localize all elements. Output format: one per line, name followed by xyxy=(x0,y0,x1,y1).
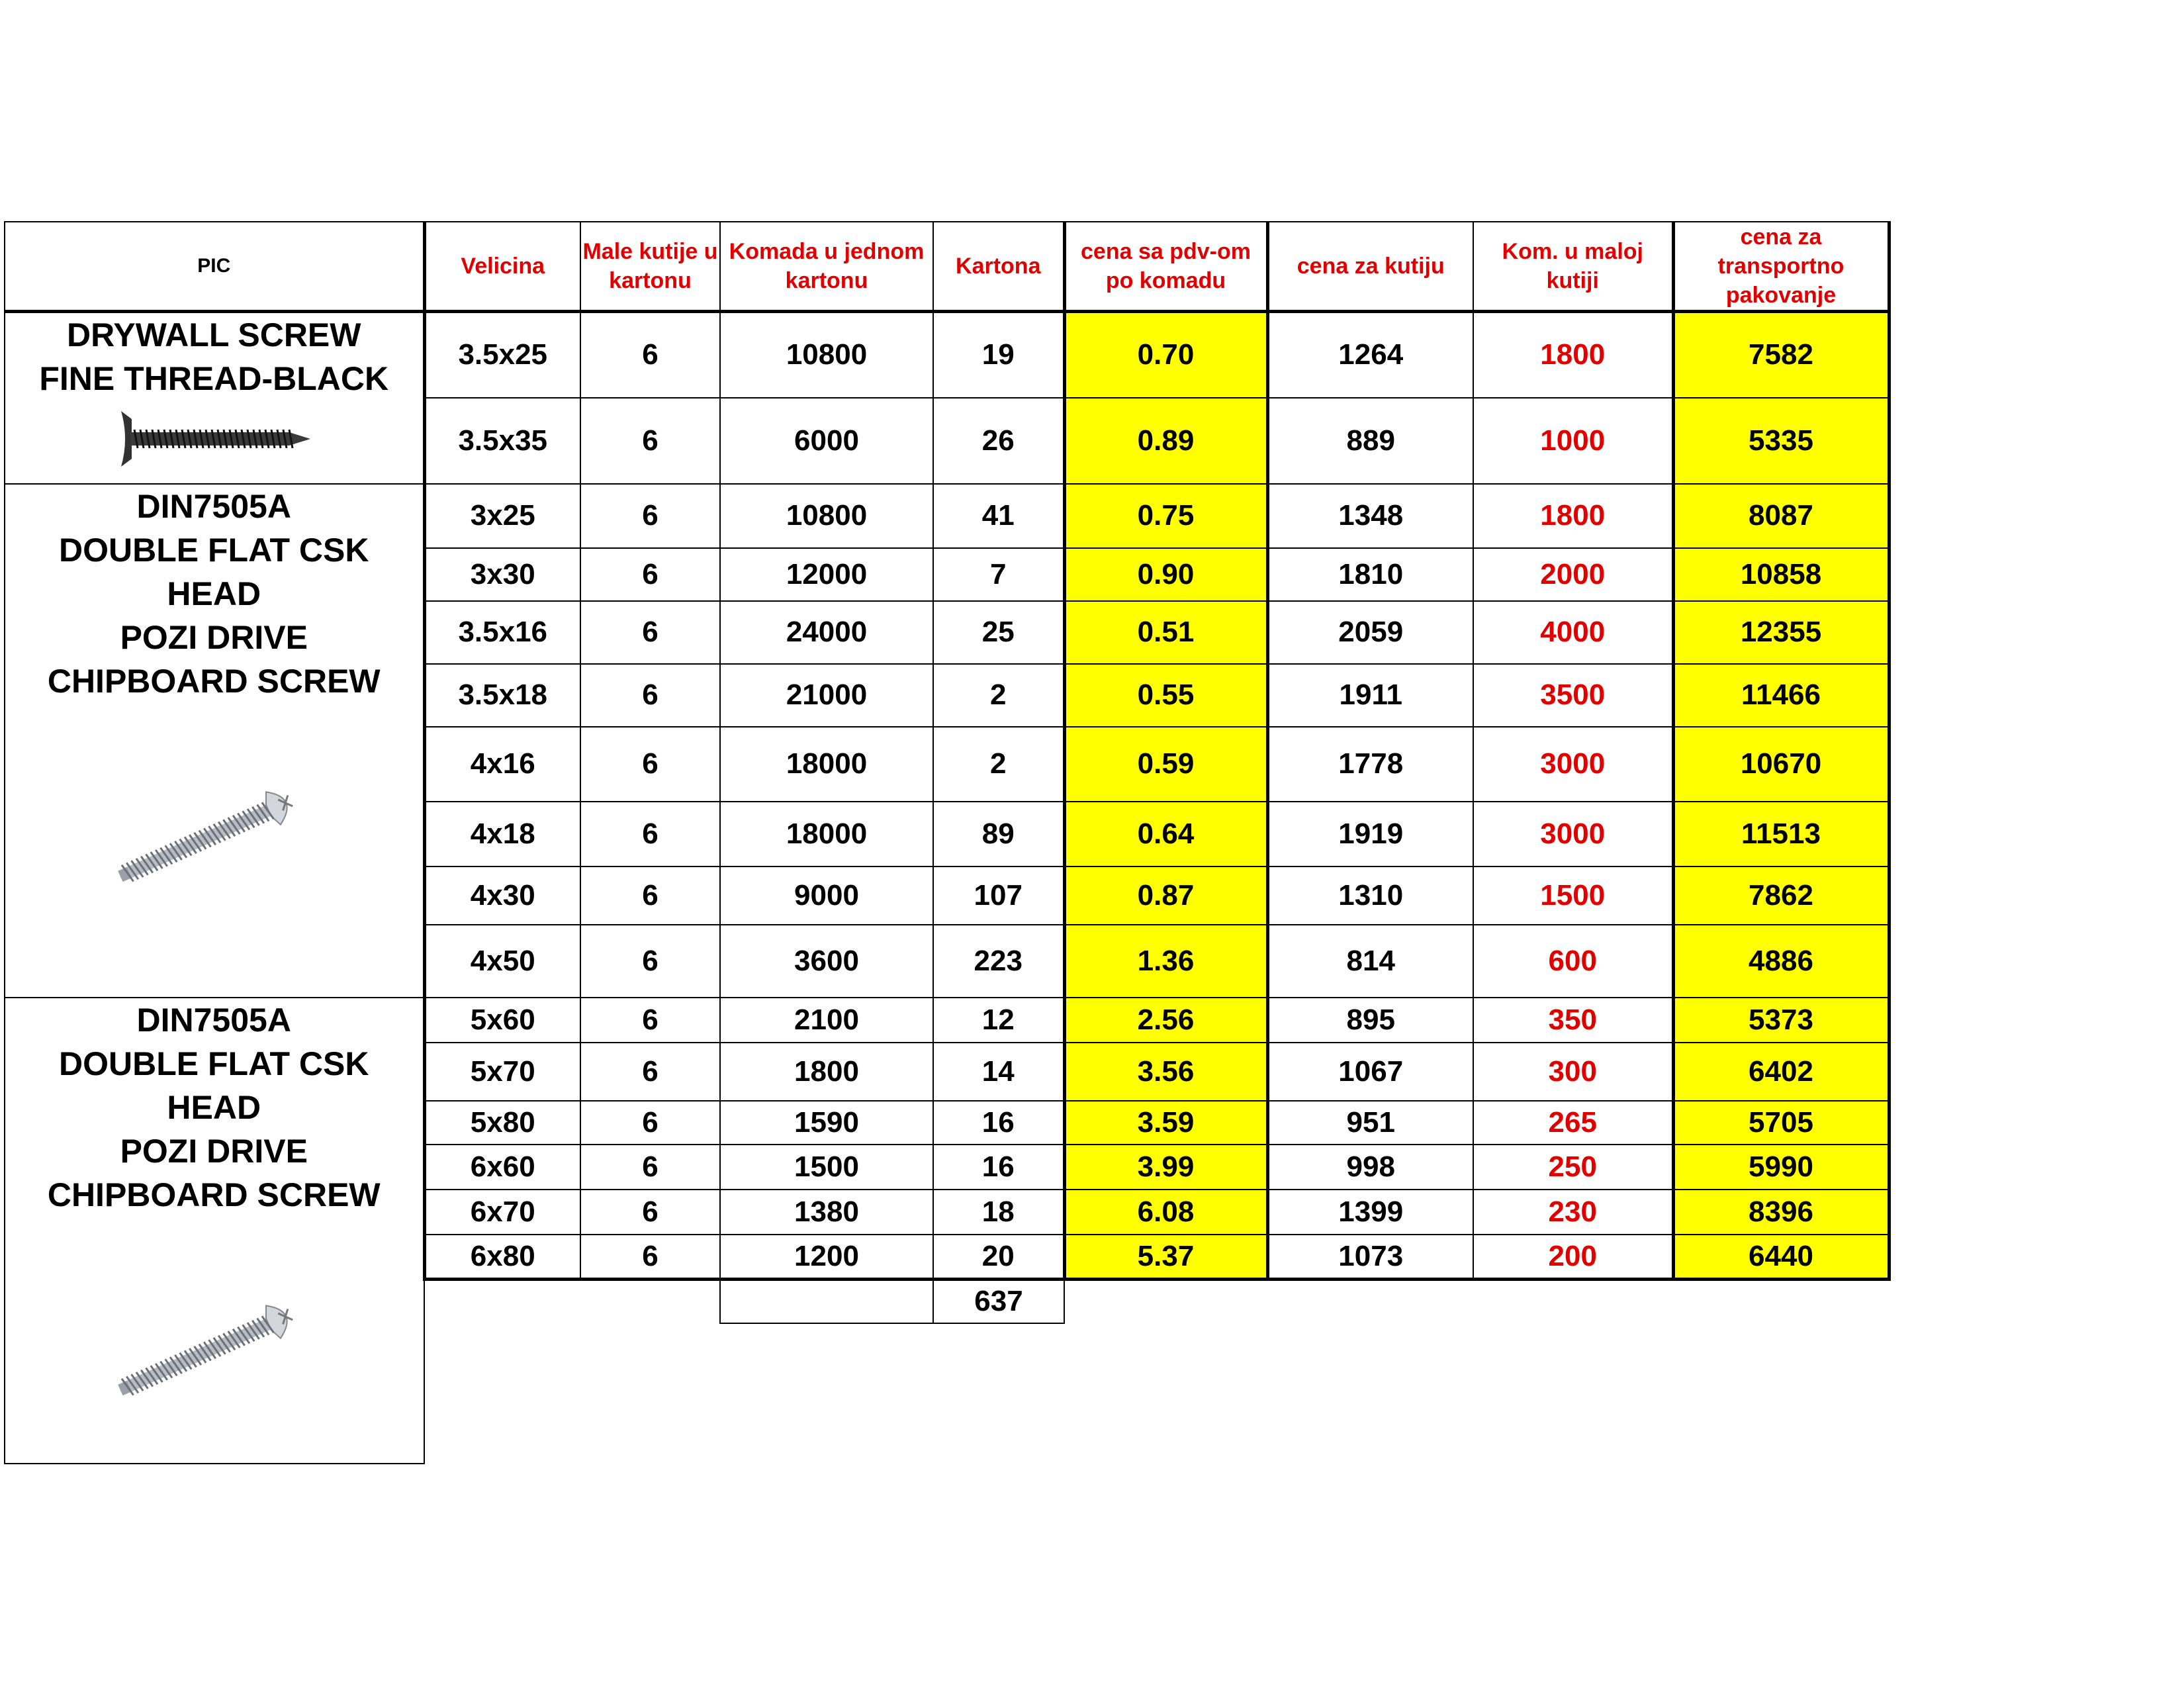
cell-komada: 21000 xyxy=(720,664,933,727)
cell-kartona: 19 xyxy=(933,312,1064,398)
cell-komada: 12000 xyxy=(720,548,933,601)
cell-cena-kutija: 1778 xyxy=(1267,727,1473,802)
empty-cell xyxy=(1267,1280,1473,1323)
cell-komada: 3600 xyxy=(720,925,933,998)
cell-male-kutije: 6 xyxy=(580,312,720,398)
cell-komada: 9000 xyxy=(720,867,933,925)
product-group-cell xyxy=(5,312,424,484)
cell-cena-transport: 4886 xyxy=(1673,925,1889,998)
cell-kartona: 26 xyxy=(933,398,1064,484)
cell-kom-mala: 230 xyxy=(1473,1190,1673,1235)
cell-kartona: 2 xyxy=(933,727,1064,802)
cell-cena-kutija: 1399 xyxy=(1267,1190,1473,1235)
cell-velicina: 3.5x16 xyxy=(424,601,580,664)
table-row xyxy=(5,312,1889,398)
cell-velicina: 3x25 xyxy=(424,484,580,548)
cell-kom-mala: 2000 xyxy=(1473,548,1673,601)
cell-komada: 6000 xyxy=(720,398,933,484)
cell-cena-kutija: 1348 xyxy=(1267,484,1473,548)
cell-kom-mala: 1800 xyxy=(1473,312,1673,398)
cell-velicina: 6x60 xyxy=(424,1145,580,1190)
table-row xyxy=(5,998,1889,1043)
cell-cena-komad: 0.55 xyxy=(1064,664,1267,727)
product-title: DRYWALL SCREW FINE THREAD-BLACK xyxy=(39,316,389,397)
table-row xyxy=(5,484,1889,548)
cell-cena-komad: 0.59 xyxy=(1064,727,1267,802)
cell-cena-komad: 3.59 xyxy=(1064,1101,1267,1145)
cell-velicina: 3.5x35 xyxy=(424,398,580,484)
cell-cena-komad: 5.37 xyxy=(1064,1235,1267,1280)
cell-cena-komad: 0.87 xyxy=(1064,867,1267,925)
header-cena-komad: cena sa pdv-om po komadu xyxy=(1064,222,1267,312)
header-male-kutije: Male kutije u kartonu xyxy=(580,222,720,312)
cell-kom-mala: 1800 xyxy=(1473,484,1673,548)
header-kartona: Kartona xyxy=(933,222,1064,312)
header-cena-transport: cena za transportno pakovanje xyxy=(1673,222,1889,312)
zinc-screw-icon xyxy=(108,1295,320,1401)
cell-kartona: 14 xyxy=(933,1043,1064,1101)
cell-cena-komad: 6.08 xyxy=(1064,1190,1267,1235)
cell-cena-kutija: 998 xyxy=(1267,1145,1473,1190)
cell-male-kutije: 6 xyxy=(580,727,720,802)
cell-cena-kutija: 1919 xyxy=(1267,802,1473,867)
cell-kartona: 89 xyxy=(933,802,1064,867)
cell-kartona: 16 xyxy=(933,1145,1064,1190)
cell-komada: 18000 xyxy=(720,727,933,802)
totals-blank-cell xyxy=(720,1280,933,1323)
cell-male-kutije: 6 xyxy=(580,802,720,867)
header-velicina: Velicina xyxy=(424,222,580,312)
cell-male-kutije: 6 xyxy=(580,601,720,664)
cell-velicina: 5x80 xyxy=(424,1101,580,1145)
cell-male-kutije: 6 xyxy=(580,1235,720,1280)
cell-kom-mala: 3500 xyxy=(1473,664,1673,727)
cell-male-kutije: 6 xyxy=(580,1101,720,1145)
cell-male-kutije: 6 xyxy=(580,1043,720,1101)
cell-velicina: 4x30 xyxy=(424,867,580,925)
cell-cena-kutija: 1310 xyxy=(1267,867,1473,925)
cell-kartona: 25 xyxy=(933,601,1064,664)
cell-cena-kutija: 1810 xyxy=(1267,548,1473,601)
cell-male-kutije: 6 xyxy=(580,664,720,727)
product-title: DIN7505A DOUBLE FLAT CSK HEAD POZI DRIVE CHIPBOARD SCREW xyxy=(47,1001,381,1213)
cell-male-kutije: 6 xyxy=(580,925,720,998)
cell-cena-komad: 0.51 xyxy=(1064,601,1267,664)
cell-kom-mala: 200 xyxy=(1473,1235,1673,1280)
cell-kartona: 223 xyxy=(933,925,1064,998)
cell-cena-komad: 0.90 xyxy=(1064,548,1267,601)
cell-cena-kutija: 814 xyxy=(1267,925,1473,998)
cell-komada: 2100 xyxy=(720,998,933,1043)
cell-komada: 18000 xyxy=(720,802,933,867)
cell-komada: 1200 xyxy=(720,1235,933,1280)
product-image xyxy=(5,781,423,887)
cell-cena-kutija: 951 xyxy=(1267,1101,1473,1145)
cell-komada: 1500 xyxy=(720,1145,933,1190)
cell-velicina: 5x60 xyxy=(424,998,580,1043)
cell-cena-transport: 10858 xyxy=(1673,548,1889,601)
cell-cena-transport: 10670 xyxy=(1673,727,1889,802)
header-cena-kutija: cena za kutiju xyxy=(1267,222,1473,312)
cell-male-kutije: 6 xyxy=(580,867,720,925)
cell-male-kutije: 6 xyxy=(580,398,720,484)
empty-cell xyxy=(1064,1280,1267,1323)
cell-komada: 10800 xyxy=(720,312,933,398)
cell-kom-mala: 600 xyxy=(1473,925,1673,998)
cell-velicina: 5x70 xyxy=(424,1043,580,1101)
empty-cell xyxy=(424,1280,580,1323)
cell-cena-komad: 0.75 xyxy=(1064,484,1267,548)
cell-male-kutije: 6 xyxy=(580,1190,720,1235)
cell-kom-mala: 4000 xyxy=(1473,601,1673,664)
cell-cena-kutija: 1067 xyxy=(1267,1043,1473,1101)
cell-kartona: 107 xyxy=(933,867,1064,925)
cell-cena-transport: 5373 xyxy=(1673,998,1889,1043)
cell-velicina: 4x50 xyxy=(424,925,580,998)
cell-cena-komad: 2.56 xyxy=(1064,998,1267,1043)
cell-cena-transport: 5335 xyxy=(1673,398,1889,484)
cell-komada: 10800 xyxy=(720,484,933,548)
cell-kom-mala: 1500 xyxy=(1473,867,1673,925)
cell-male-kutije: 6 xyxy=(580,548,720,601)
cell-cena-kutija: 889 xyxy=(1267,398,1473,484)
cell-cena-komad: 1.36 xyxy=(1064,925,1267,998)
cell-kom-mala: 1000 xyxy=(1473,398,1673,484)
empty-cell xyxy=(1673,1280,1889,1323)
cell-velicina: 3x30 xyxy=(424,548,580,601)
cell-cena-kutija: 2059 xyxy=(1267,601,1473,664)
cell-male-kutije: 6 xyxy=(580,1145,720,1190)
cell-cena-transport: 11466 xyxy=(1673,664,1889,727)
cell-komada: 1380 xyxy=(720,1190,933,1235)
cell-male-kutije: 6 xyxy=(580,484,720,548)
cell-velicina: 6x70 xyxy=(424,1190,580,1235)
cell-komada: 1800 xyxy=(720,1043,933,1101)
black-screw-icon xyxy=(114,406,313,472)
cell-kom-mala: 250 xyxy=(1473,1145,1673,1190)
product-title: DIN7505A DOUBLE FLAT CSK HEAD POZI DRIVE CHIPBOARD SCREW xyxy=(47,487,381,700)
cell-velicina: 4x16 xyxy=(424,727,580,802)
cell-komada: 24000 xyxy=(720,601,933,664)
cell-kom-mala: 350 xyxy=(1473,998,1673,1043)
cell-cena-transport: 11513 xyxy=(1673,802,1889,867)
empty-cell xyxy=(1473,1280,1673,1323)
cell-cena-komad: 3.99 xyxy=(1064,1145,1267,1190)
cell-kartona: 18 xyxy=(933,1190,1064,1235)
price-table xyxy=(4,221,1891,1464)
header-komada: Komada u jednom kartonu xyxy=(720,222,933,312)
cell-cena-transport: 6440 xyxy=(1673,1235,1889,1280)
cell-cena-kutija: 1911 xyxy=(1267,664,1473,727)
cell-cena-komad: 3.56 xyxy=(1064,1043,1267,1101)
cell-kartona: 20 xyxy=(933,1235,1064,1280)
zinc-screw-icon xyxy=(108,781,320,887)
cell-cena-kutija: 1073 xyxy=(1267,1235,1473,1280)
cell-cena-transport: 8087 xyxy=(1673,484,1889,548)
cell-kartona: 16 xyxy=(933,1101,1064,1145)
cell-komada: 1590 xyxy=(720,1101,933,1145)
product-group-cell xyxy=(5,484,424,998)
cell-velicina: 4x18 xyxy=(424,802,580,867)
header-row xyxy=(5,222,1889,312)
cell-cena-kutija: 895 xyxy=(1267,998,1473,1043)
cell-cena-transport: 5705 xyxy=(1673,1101,1889,1145)
cell-velicina: 3.5x18 xyxy=(424,664,580,727)
cell-kartona: 2 xyxy=(933,664,1064,727)
cell-cena-transport: 6402 xyxy=(1673,1043,1889,1101)
cell-cena-transport: 7862 xyxy=(1673,867,1889,925)
header-kom-mala: Kom. u maloj kutiji xyxy=(1473,222,1673,312)
cell-kom-mala: 265 xyxy=(1473,1101,1673,1145)
cell-cena-komad: 0.70 xyxy=(1064,312,1267,398)
cell-cena-transport: 5990 xyxy=(1673,1145,1889,1190)
cell-cena-transport: 8396 xyxy=(1673,1190,1889,1235)
product-image xyxy=(5,406,423,472)
cell-cena-komad: 0.64 xyxy=(1064,802,1267,867)
cell-cena-transport: 12355 xyxy=(1673,601,1889,664)
cell-cena-komad: 0.89 xyxy=(1064,398,1267,484)
product-image xyxy=(5,1295,423,1401)
cell-kartona: 12 xyxy=(933,998,1064,1043)
cell-cena-kutija: 1264 xyxy=(1267,312,1473,398)
cell-cena-transport: 7582 xyxy=(1673,312,1889,398)
cell-kom-mala: 3000 xyxy=(1473,802,1673,867)
cell-kom-mala: 300 xyxy=(1473,1043,1673,1101)
total-kartona: 637 xyxy=(933,1280,1064,1323)
header-pic: PIC xyxy=(5,222,424,312)
product-group-cell xyxy=(5,998,424,1464)
cell-velicina: 3.5x25 xyxy=(424,312,580,398)
empty-cell xyxy=(580,1280,720,1323)
cell-kartona: 7 xyxy=(933,548,1064,601)
cell-kom-mala: 3000 xyxy=(1473,727,1673,802)
cell-kartona: 41 xyxy=(933,484,1064,548)
cell-male-kutije: 6 xyxy=(580,998,720,1043)
cell-velicina: 6x80 xyxy=(424,1235,580,1280)
